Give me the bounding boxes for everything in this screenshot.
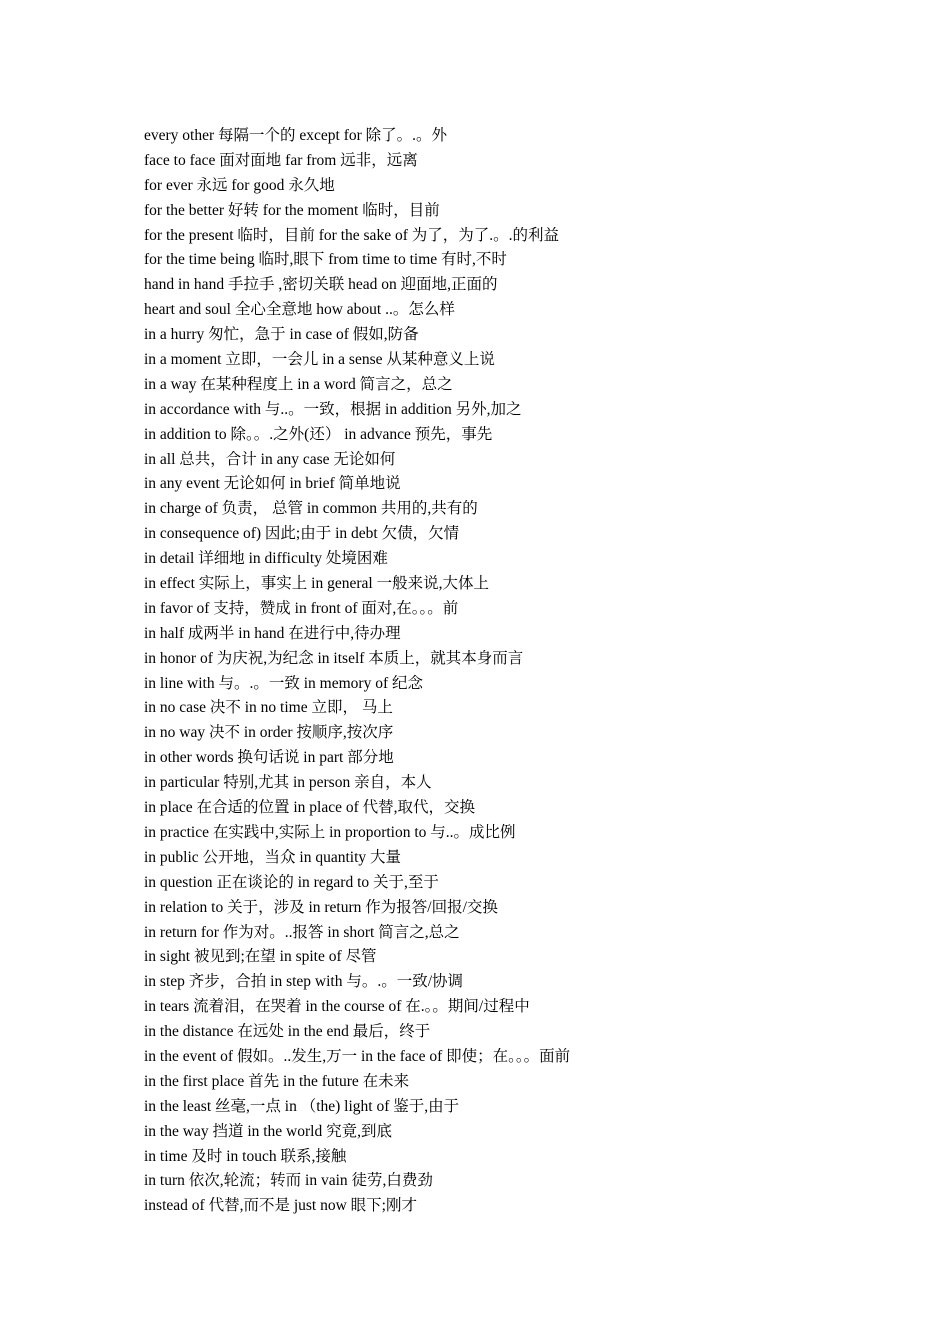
phrase-line: in the least 丝毫,一点 in （the) light of 鉴于,由于: [144, 1097, 460, 1115]
phrase-line: in charge of 负责， 总管 in common 共用的,共有的: [144, 500, 478, 518]
phrase-list: [144, 124, 864, 1219]
phrase-line: in any event 无论如何 in brief 简单地说: [144, 475, 401, 493]
phrase-line: in public 公开地，当众 in quantity 大量: [144, 848, 402, 866]
phrase-line: in place 在合适的位置 in place of 代替,取代，交换: [144, 799, 476, 817]
phrase-line: in line with 与。.。一致 in memory of 纪念: [144, 674, 423, 692]
phrase-line: in half 成两半 in hand 在进行中,待办理: [144, 624, 401, 642]
phrase-line: in time 及时 in touch 联系,接触: [144, 1147, 347, 1165]
phrase-line: in turn 依次,轮流；转而 in vain 徒劳,白费劲: [144, 1172, 433, 1190]
phrase-line: in particular 特别,尤其 in person 亲自，本人: [144, 774, 432, 792]
phrase-line: in other words 换句话说 in part 部分地: [144, 749, 394, 767]
phrase-line: instead of 代替,而不是 just now 眼下;刚才: [144, 1197, 417, 1215]
phrase-line: in honor of 为庆祝,为纪念 in itself 本质上，就其本身而言: [144, 649, 524, 667]
phrase-line: in the way 挡道 in the world 究竟,到底: [144, 1122, 392, 1140]
phrase-line: for the present 临时，目前 for the sake of 为了，为了.。.的利益: [144, 226, 559, 244]
phrase-line: in no way 决不 in order 按顺序,按次序: [144, 724, 394, 742]
phrase-line: for ever 永远 for good 永久地: [144, 176, 335, 194]
phrase-line: for the better 好转 for the moment 临时，目前: [144, 201, 440, 219]
phrase-line: in the distance 在远处 in the end 最后，终于: [144, 1023, 431, 1041]
phrase-line: in step 齐步，合拍 in step with 与。.。一致/协调: [144, 973, 464, 991]
phrase-line: in addition to 除。。.之外(还） in advance 预先，事先: [144, 425, 493, 443]
phrase-line: in a moment 立即，一会儿 in a sense 从某种意义上说: [144, 351, 495, 369]
phrase-line: hand in hand 手拉手 ,密切关联 head on 迎面地,正面的: [144, 276, 498, 294]
phrase-line: in practice 在实践中,实际上 in proportion to 与..。成比例: [144, 823, 516, 841]
phrase-line: in sight 被见到;在望 in spite of 尽管: [144, 948, 377, 966]
phrase-line: in no case 决不 in no time 立即， 马上: [144, 699, 393, 717]
phrase-line: for the time being 临时,眼下 from time to time 有时,不时: [144, 251, 507, 269]
phrase-line: in return for 作为对。..报答 in short 简言之,总之: [144, 923, 460, 941]
phrase-line: heart and soul 全心全意地 how about ..。怎么样: [144, 301, 455, 319]
phrase-line: in all 总共，合计 in any case 无论如何: [144, 450, 396, 468]
phrase-line: in a hurry 匆忙，急于 in case of 假如,防备: [144, 326, 419, 344]
phrase-line: in detail 详细地 in difficulty 处境困难: [144, 550, 388, 568]
phrase-line: in question 正在谈论的 in regard to 关于,至于: [144, 873, 439, 891]
phrase-line: every other 每隔一个的 except for 除了。.。外: [144, 127, 448, 144]
phrase-line: face to face 面对面地 far from 远非，远离: [144, 151, 418, 169]
phrase-line: in consequence of) 因此;由于 in debt 欠债，欠情: [144, 525, 460, 543]
phrase-line: in relation to 关于，涉及 in return 作为报答/回报/交换: [144, 898, 498, 916]
phrase-line: in the event of 假如。..发生,万一 in the face of 即使；在。。。面前: [144, 1047, 571, 1065]
phrase-line: in accordance with 与..。一致，根据 in addition 另外,加之: [144, 400, 522, 418]
phrase-line: in tears 流着泪，在哭着 in the course of 在.。。期间/过程中: [144, 998, 530, 1016]
phrase-line: in effect 实际上，事实上 in general 一般来说,大体上: [144, 575, 489, 593]
phrase-line: in favor of 支持，赞成 in front of 面对,在。。。前: [144, 599, 459, 617]
phrase-line: in the first place 首先 in the future 在未来: [144, 1072, 410, 1090]
phrase-line: in a way 在某种程度上 in a word 简言之，总之: [144, 375, 453, 393]
